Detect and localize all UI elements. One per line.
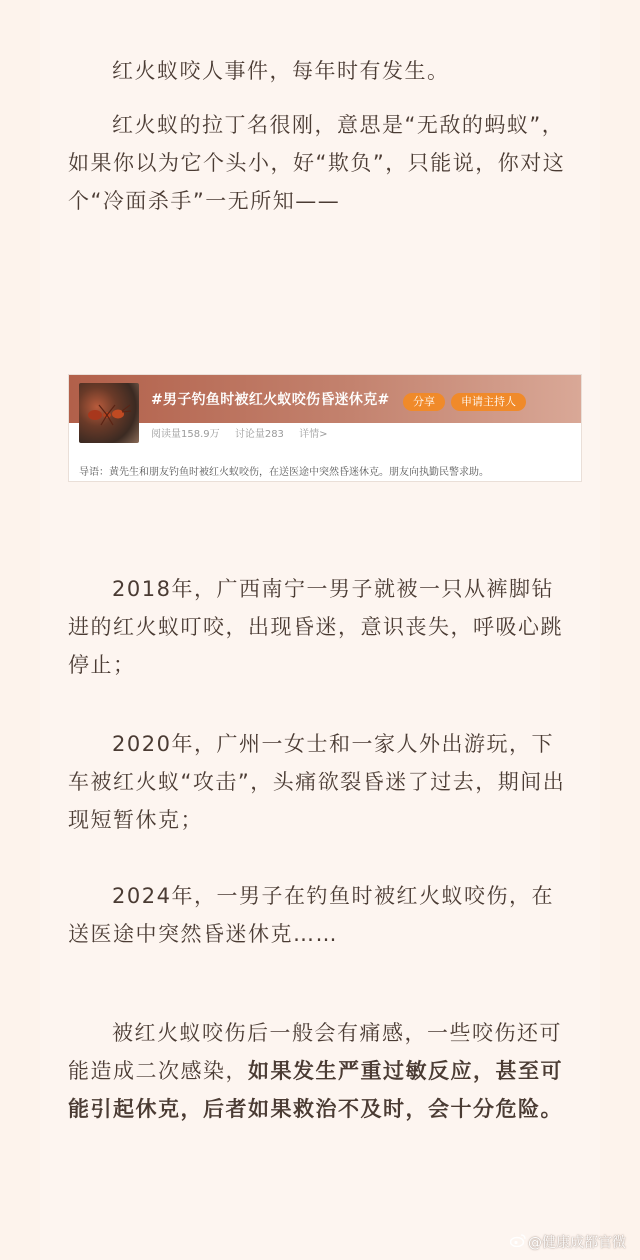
topic-stats: [151, 425, 340, 440]
paragraph-latin-name: 红火蚁的拉丁名很刚，意思是“无敌的蚂蚁”， 如果你以为它个头小，好“欺负”，只能说，你对这个“冷面杀手”一无所知——: [68, 113, 566, 213]
paragraph-2020: 2020年，广州一女士和一家人外出游玩，下车被红火蚁“攻击”，头痛欲裂昏迷了过去，期间出现短暂休克；: [68, 732, 566, 832]
watermark: [510, 1232, 626, 1252]
topic-intro: 导语：黄先生和朋友钓鱼时被红火蚁咬伤，在送医途中突然昏迷休克。朋友向执勤民警求助。: [79, 467, 489, 478]
warning-text: 被红火蚁咬伤后一般会有痛感，一些咬伤还可能造成二次感染，: [68, 1021, 562, 1083]
warning-bold-text: 如果发生严重过敏反应，甚至可能引起休克，后者如果救治不及时，会十分危险。: [68, 1059, 563, 1121]
read-count: 阅读量158.9万: [151, 429, 220, 440]
paragraph-2018: 2018年，广西南宁一男子就被一只从裤脚钻进的红火蚁叮咬，出现昏迷，意识丧失，呼吸心跳停止；: [68, 577, 563, 677]
paragraph-intro: 红火蚁咬人事件，每年时有发生。: [112, 59, 450, 83]
weibo-topic-card[interactable]: [68, 374, 582, 482]
topic-thumbnail[interactable]: [79, 383, 139, 443]
topic-title[interactable]: #男子钓鱼时被红火蚁咬伤昏迷休克#: [151, 392, 390, 408]
apply-host-button[interactable]: 申请主持人: [451, 393, 526, 411]
share-button[interactable]: 分享: [403, 393, 445, 411]
comment-count: 讨论量283: [234, 429, 284, 440]
article: [40, 0, 600, 1260]
weibo-icon: [510, 1234, 526, 1251]
watermark-text: @健康成都官微: [528, 1235, 626, 1251]
paragraph-warning: [40, 1014, 600, 1128]
details-link[interactable]: 详情>: [299, 429, 328, 440]
fire-ant-icon: [85, 403, 133, 427]
paragraph-2024: 2024年，一男子在钓鱼时被红火蚁咬伤，在送医途中突然昏迷休克……: [68, 884, 554, 946]
